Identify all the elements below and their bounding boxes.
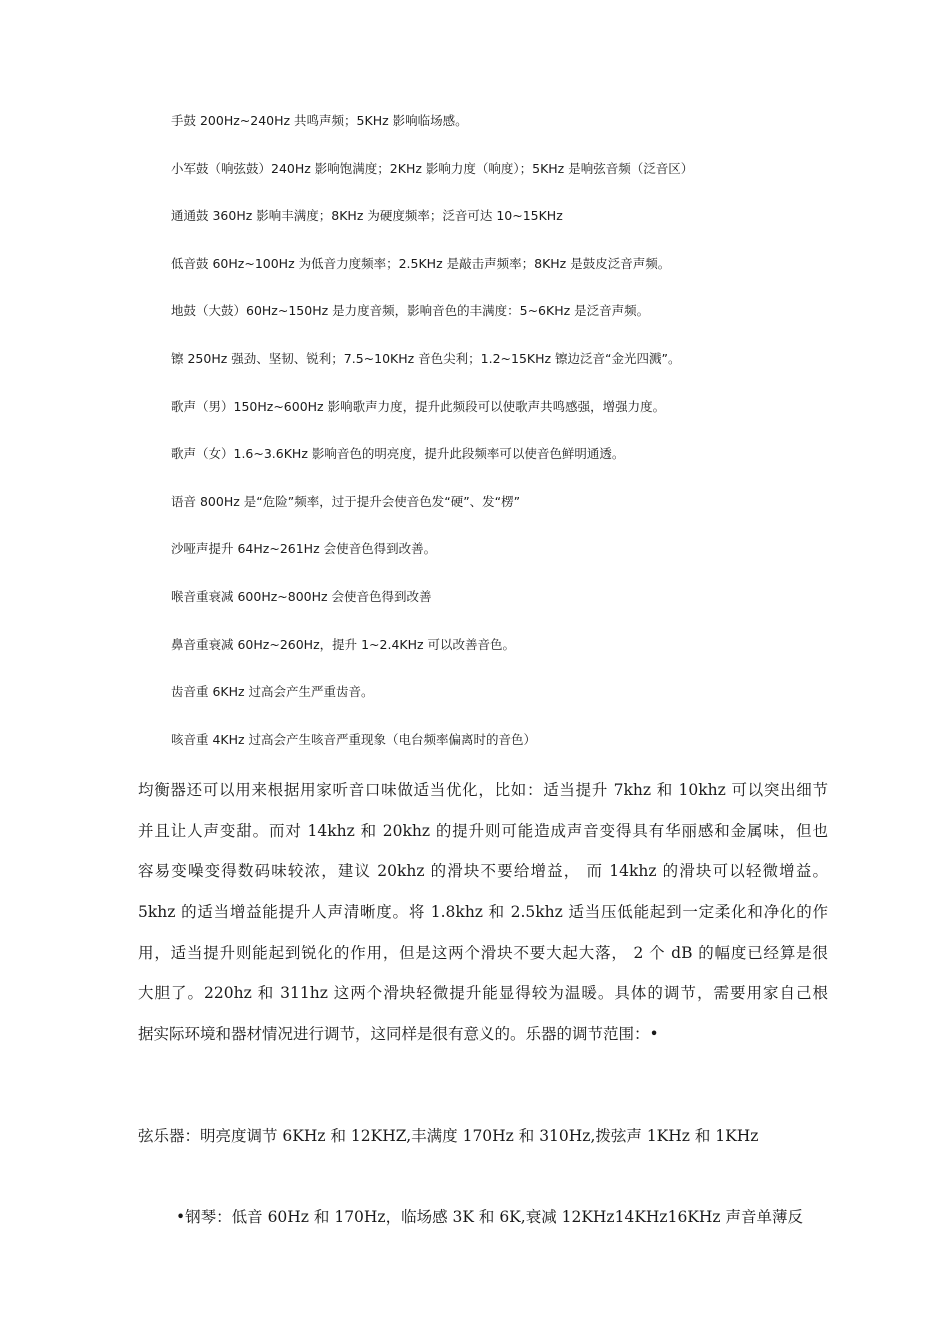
paragraph-line: 据实际环境和器材情况进行调节，这同样是很有意义的。乐器的调节范围：• <box>138 1025 659 1044</box>
string-instrument-line: 弦乐器：明亮度调节 6KHz 和 12KHZ,丰满度 170Hz 和 310Hz,拨弦声 1KHz 和 1KHz <box>138 1127 759 1145</box>
frequency-list <box>171 111 891 777</box>
list-item-speech: 语音 800Hz 是“危险”频率，过于提升会使音色发“硬”、发“楞” <box>171 493 521 509</box>
paragraph-line: 5khz 的适当增益能提升人声清晰度。将 1.8khz 和 2.5khz 适当压低能起到一定柔化和净化的作 <box>138 903 828 922</box>
list-item-tom-drum: 通通鼓 360Hz 影响丰满度；8KHz 为硬度频率；泛音可达 10~15KHz <box>171 208 563 224</box>
piano-line: •钢琴：低音 60Hz 和 170Hz，临场感 3K 和 6K,衰减 12KHz14KHz16KHz 声音单薄反 <box>176 1208 804 1226</box>
list-item-sibilance: 齿音重 6KHz 过高会产生严重齿音。 <box>171 684 374 700</box>
list-item-cough-voice: 咳音重 4KHz 过高会产生咳音严重现象（电台频率偏离时的音色） <box>171 731 537 747</box>
paragraph-line: 均衡器还可以用来根据用家听音口味做适当优化，比如：适当提升 7khz 和 10khz 可以突出细节 <box>138 781 828 799</box>
list-item-throat-voice: 喉音重衰减 600Hz~800Hz 会使音色得到改善 <box>171 588 432 604</box>
list-item-nasal-voice: 鼻音重衰减 60Hz~260Hz，提升 1~2.4KHz 可以改善音色。 <box>171 636 516 652</box>
list-item-bass-drum: 低音鼓 60Hz~100Hz 为低音力度频率；2.5KHz 是敲击声频率；8KHz 是鼓皮泛音声频。 <box>171 255 671 271</box>
list-item-male-voice: 歌声（男）150Hz~600Hz 影响歌声力度，提升此频段可以使歌声共鸣感强，增强力度。 <box>171 398 666 414</box>
paragraph-line: 用，适当提升则能起到锐化的作用，但是这两个滑块不要大起大落， 2 个 dB 的幅度已经算是很 <box>138 943 828 962</box>
list-item-hand-drum: 手鼓 200Hz~240Hz 共鸣声频；5KHz 影响临场感。 <box>171 113 468 128</box>
list-item-floor-drum: 地鼓（大鼓）60Hz~150Hz 是力度音频，影响音色的丰满度：5~6KHz 是泛音声频。 <box>171 303 650 319</box>
list-item-female-voice: 歌声（女）1.6~3.6KHz 影响音色的明亮度，提升此段频率可以使音色鲜明通透。 <box>171 446 625 462</box>
paragraph-line: 并且让人声变甜。而对 14khz 和 20khz 的提升则可能造成声音变得具有华丽感和金属味，但也 <box>138 821 828 840</box>
paragraph-line: 容易变噪变得数码味较浓，建议 20khz 的滑块不要给增益， 而 14khz 的滑块可以轻微增益。 <box>138 862 828 881</box>
paragraph-line: 大胆了。220hz 和 311hz 这两个滑块轻微提升能显得较为温暖。具体的调节，需要用家自己根 <box>138 984 828 1003</box>
list-item-snare-drum: 小军鼓（响弦鼓）240Hz 影响饱满度；2KHz 影响力度（响度）；5KHz 是响弦音频（泛音区） <box>171 160 694 176</box>
list-item-hoarse-voice: 沙哑声提升 64Hz~261Hz 会使音色得到改善。 <box>171 541 437 557</box>
list-item-cymbal: 镲 250Hz 强劲、坚韧、锐利；7.5~10KHz 音色尖利；1.2~15KHz 镲边泛音“金光四溅”。 <box>171 350 681 366</box>
equalizer-paragraph <box>138 777 828 1062</box>
